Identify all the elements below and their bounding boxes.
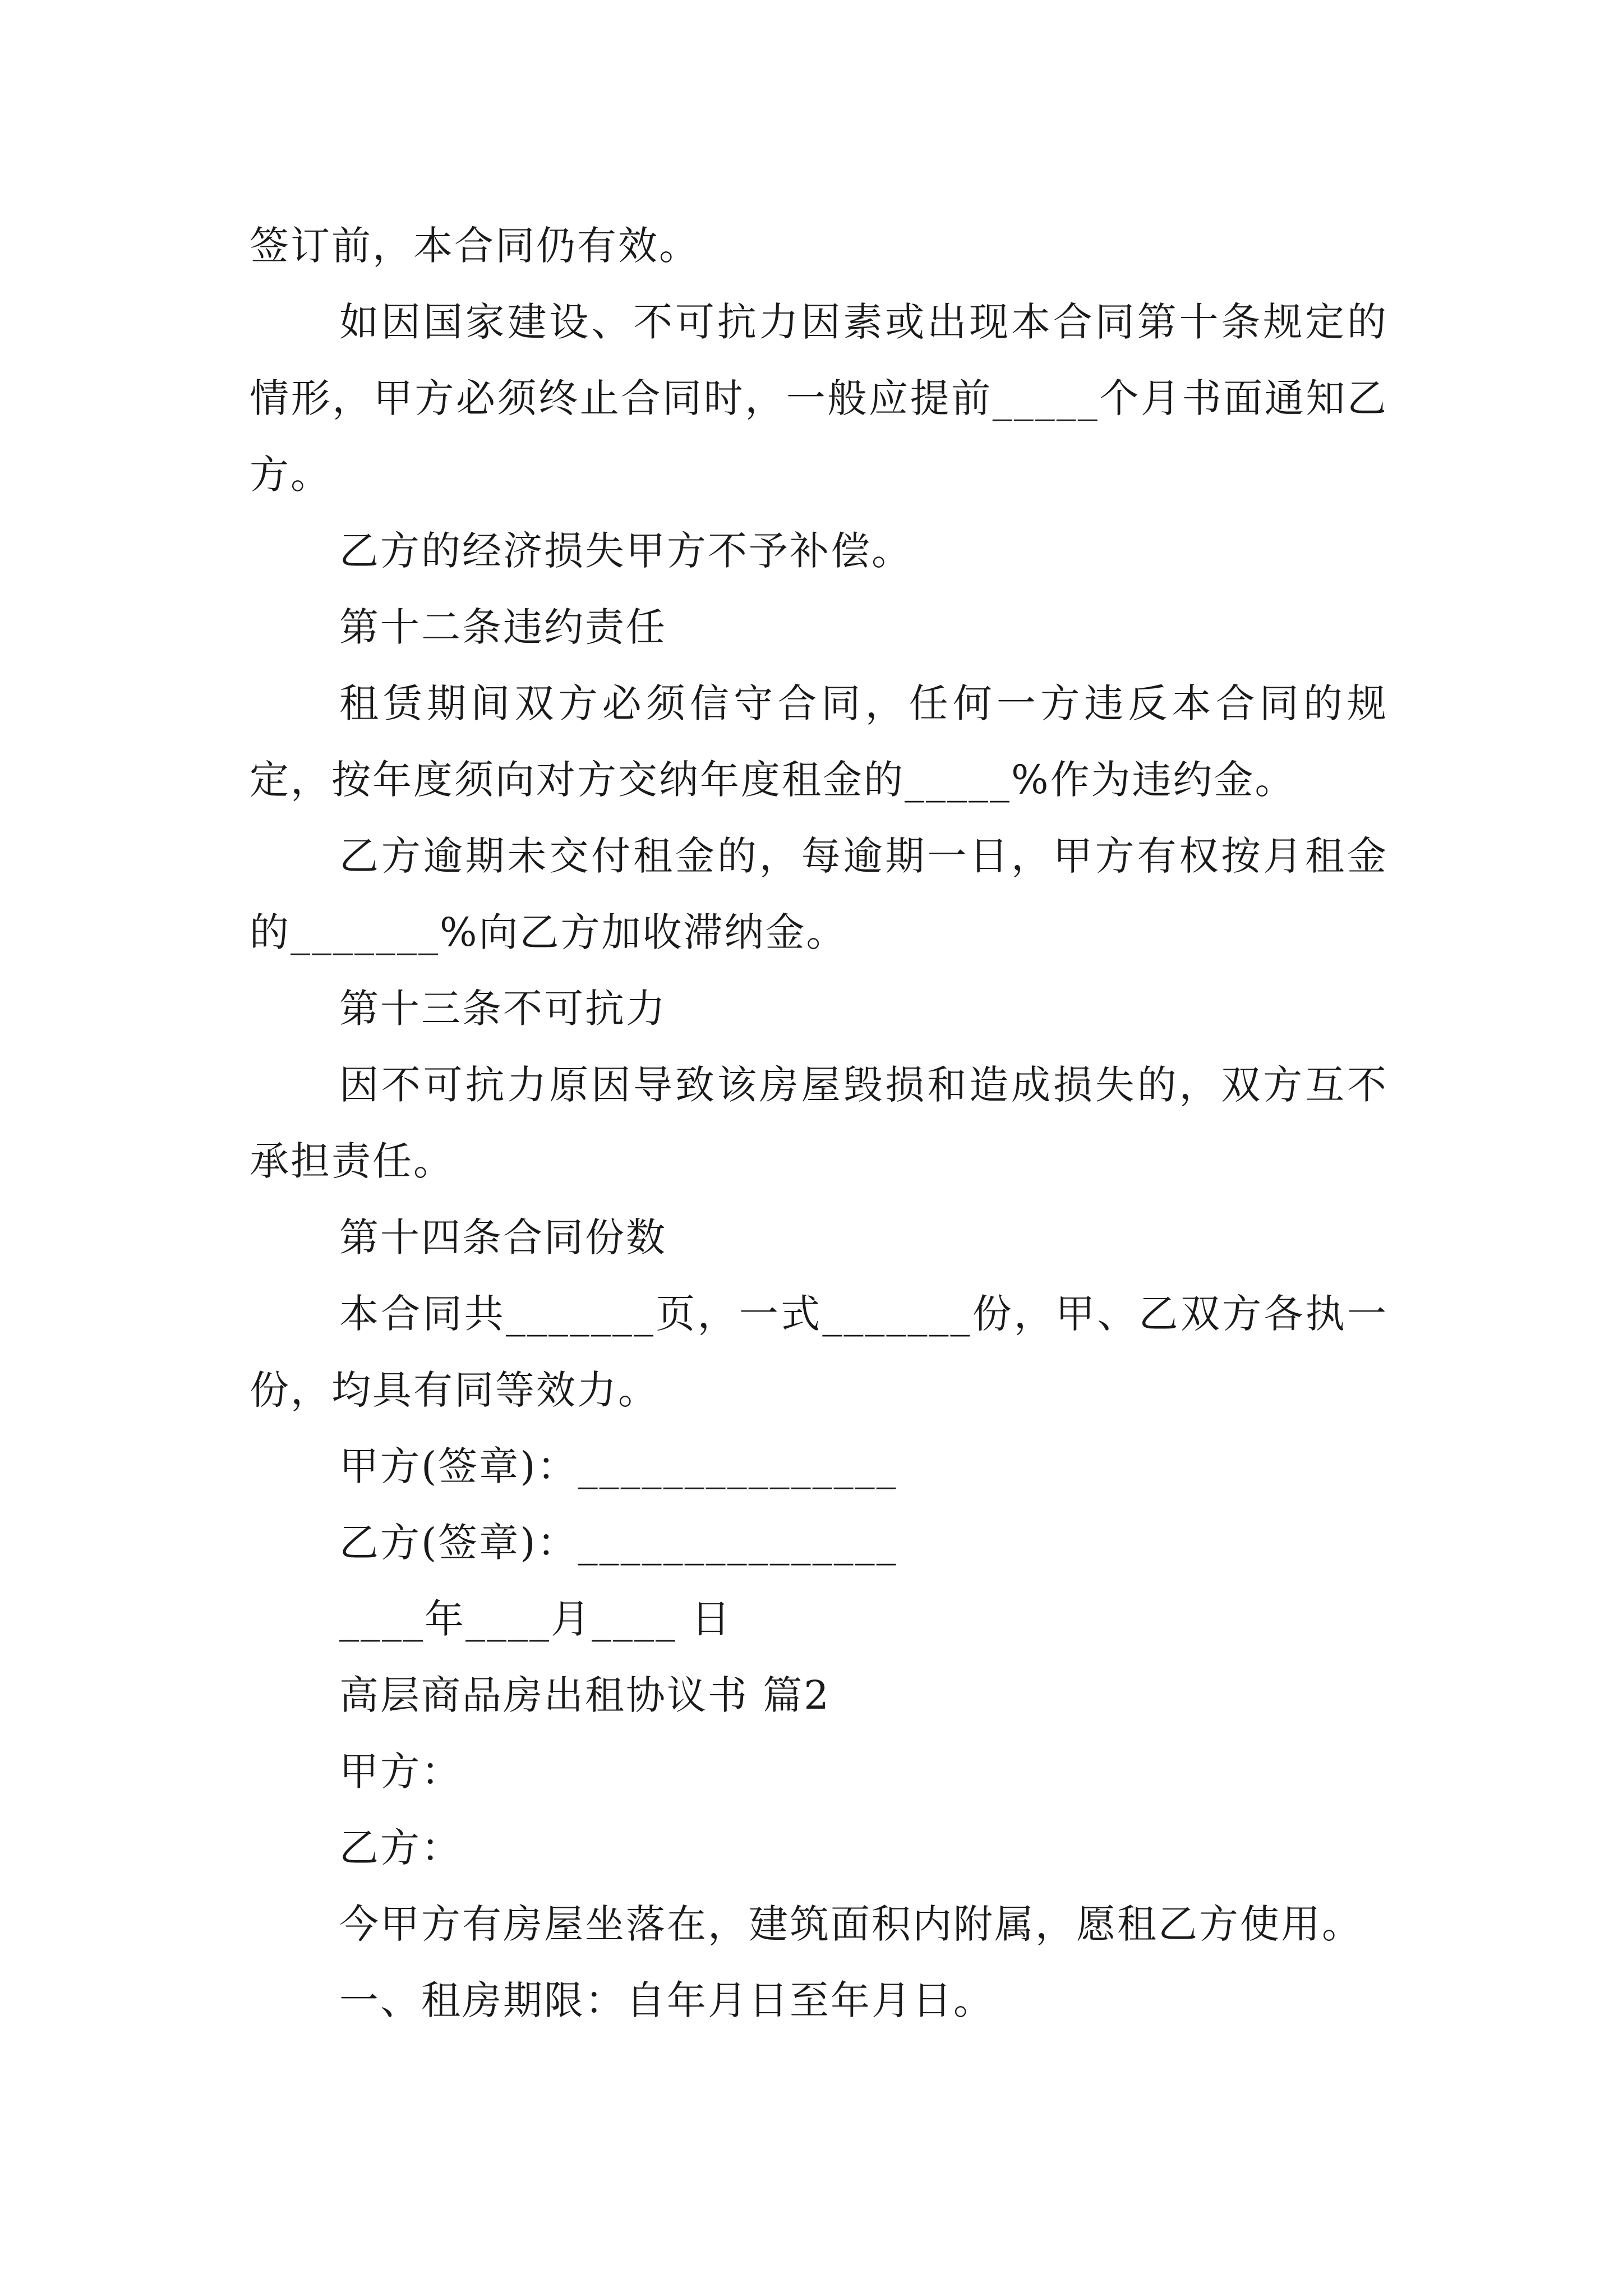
paragraph-copies: 本合同共_______页，一式_______份，甲、乙双方各执一份，均具有同等效力。 — [250, 1291, 1388, 1413]
section-heading-breach: 第十二条违约责任 — [339, 604, 667, 650]
date-line: ____年____月____ 日 — [339, 1596, 732, 1642]
paragraph-no-compensation: 乙方的经济损失甲方不予补偿。 — [339, 528, 912, 574]
party-b-signature-line: 乙方(签章)：_______________ — [339, 1520, 898, 1566]
party-a-signature-line: 甲方(签章)：_______________ — [339, 1443, 898, 1489]
paragraph-force-majeure: 因不可抗力原因导致该房屋毁损和造成损失的，双方互不承担责任。 — [250, 1062, 1388, 1184]
section-heading-force-majeure: 第十三条不可抗力 — [339, 986, 667, 1032]
document-body — [250, 208, 1388, 2039]
paragraph-continuation: 签订前，本合同仍有效。 — [250, 223, 700, 269]
paragraph-penalty: 租赁期间双方必须信守合同，任何一方违反本合同的规定，按年度须向对方交纳年度租金的_____%作为违约金。 — [250, 680, 1388, 803]
party-b-label: 乙方： — [339, 1825, 462, 1871]
clause-lease-term: 一、租房期限：自年月日至年月日。 — [339, 1977, 994, 2023]
paragraph-late-fee: 乙方逾期未交付租金的，每逾期一日，甲方有权按月租金的_______%向乙方加收滞纳金。 — [250, 833, 1388, 955]
party-a-label: 甲方： — [339, 1749, 462, 1795]
paragraph-property-location: 今甲方有房屋坐落在，建筑面积内附属，愿租乙方使用。 — [339, 1901, 1363, 1947]
agreement-title-2: 高层商品房出租协议书 篇2 — [339, 1672, 831, 1718]
paragraph-termination-notice: 如因国家建设、不可抗力因素或出现本合同第十条规定的情形，甲方必须终止合同时，一般应提前_____个月书面通知乙方。 — [250, 299, 1388, 498]
section-heading-copies: 第十四条合同份数 — [339, 1214, 667, 1260]
